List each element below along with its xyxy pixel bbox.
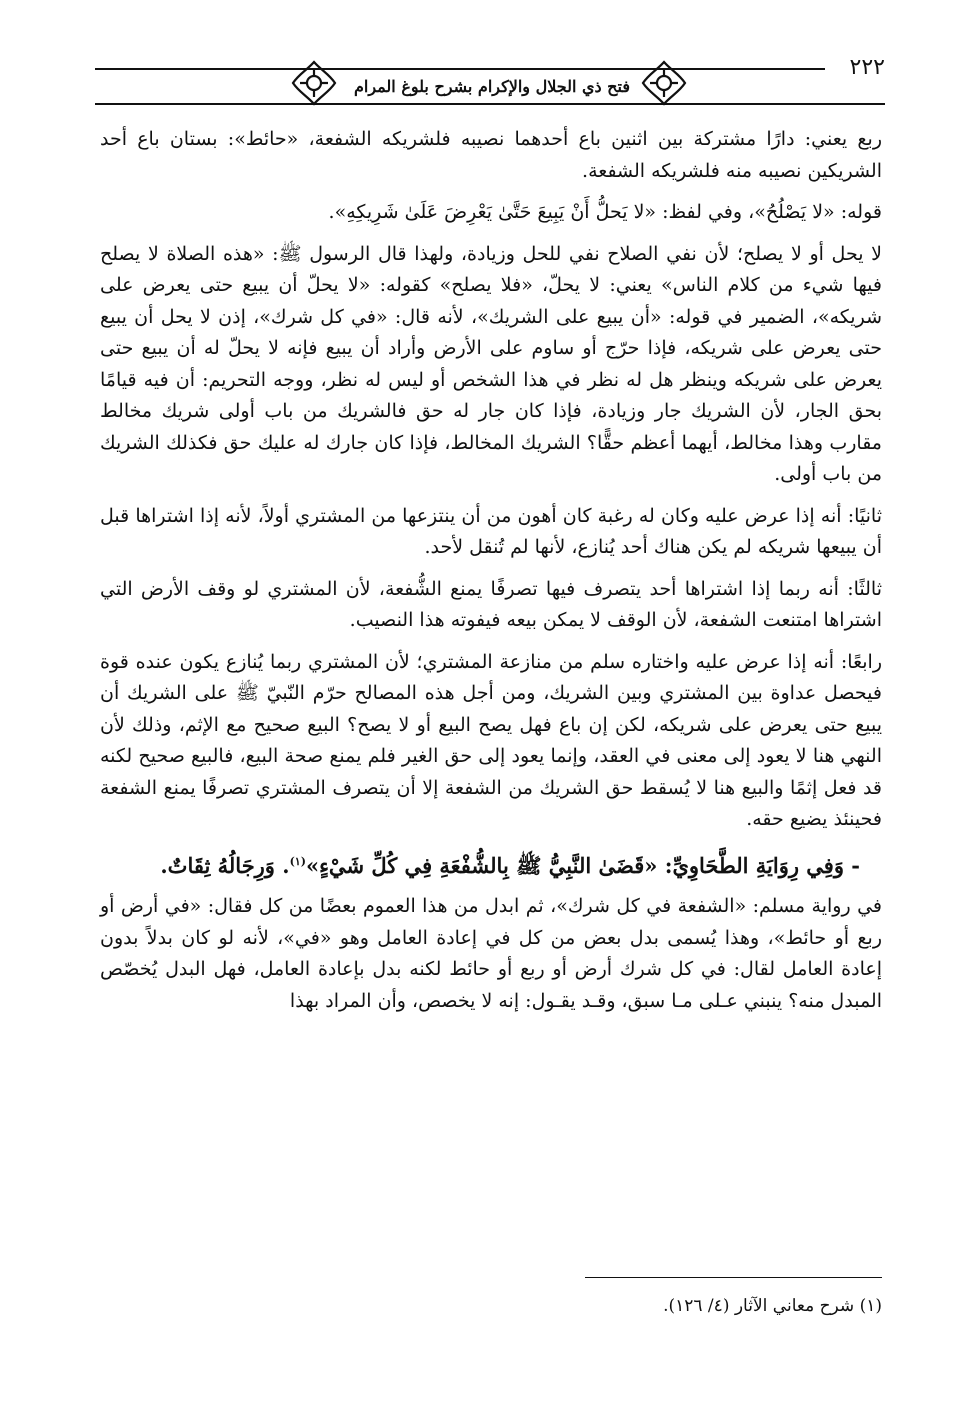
footnote: (١) شرح معاني الآثار (٤/ ١٢٦). (663, 1296, 882, 1316)
header-rule-bottom (95, 103, 885, 105)
header-rule-top (95, 68, 825, 70)
hadith-quote (100, 846, 882, 882)
footnote-reference[interactable]: (١) (289, 854, 306, 868)
paragraph: قوله: «لا يَصْلُحُ»، وفي لفظ: «لا يَحلُّ أَنْ يَبِيعَ حَتَّىٰ يَعْرِضَ عَلَىٰ شَرِيكِهِ». (328, 201, 882, 223)
ornament-left-icon (290, 59, 338, 107)
paragraph: في رواية مسلم: «الشفعة في كل شرك»، ثم ابدل من هذا العموم بعضًا من كل فقال: «في أرض أو ربع أو حائط»، وهذا يُسمى بدل بعض من كل في إعادة العامل وهو «في»، لأنه لو كان بدلاً بدون إعادة العامل لقال: في كل شرك أرض أو ربع أو حائط لكنه بدل بإعادة العامل، فهل البدل يُخصّص المبدل منه؟ ينبني عـلى مـا سبق، وقـد يقـول: إنه لا يخصص، وأن المراد بهذا (100, 895, 882, 1012)
book-title: فتح ذي الجلال والإكرام بشرح بلوغ المرام (354, 77, 630, 96)
hadith-grading: . وَرِجَالُهُ ثِقَاتٌ. (160, 852, 290, 878)
paragraph: ثانيًا: أنه إذا عرض عليه وكان له رغبة كان أهون من أن ينتزعها من المشتري أولاً، لأنه إذا اشتراها قبل أن يبيعها شريكه لم يكن هناك أحد يُنازع، لأنها لم تُنقل لأحد. (100, 504, 882, 558)
paragraph: ربع يعني: دارًا مشتركة بين اثنين باع أحدهما نصيبه فلشريكه الشفعة، «حائط»: بستان باع أحد الشريكين نصيبه منه فلشريكه الشفعة. (100, 128, 882, 182)
paragraph: رابعًا: أنه إذا عرض عليه واختاره سلم من منازعة المشتري؛ لأن المشتري ربما يُنازع يكون عنده قوة فيحصل عداوة بين المشتري وبين الشريك، ومن أجل هذه المصالح حرّم النّبيّ ﷺ على الشريك أن يبيع حتى يعرض على شريكه، لكن إن باع فهل يصح البيع أو لا يصح؟ البيع صحيح مع الإثم، وذلك لأن النهي هنا لا يعود إلى معنى في العقد، وإنما يعود إلى حق الغير فلم يمنع صحة البيع، فالبيع صحيح لكنه قد فعل إثمًا والبيع هنا لا يُسقط حق الشريك من الشفعة إلا أن يتصرف المشتري تصرفًا يمنع الشفعة فحينئذ يضيع حقه. (100, 650, 882, 830)
hadith-text: - وَفِي رِوَايَةِ الطَّحَاوِيِّ: «قَضَىٰ النَّبِيُّ ﷺ بِالشُّفْعَةِ فِي كُلِّ شَيْءٍ» (305, 852, 860, 878)
running-header (95, 55, 885, 115)
page-number: ٢٢٢ (849, 55, 885, 80)
ornament-right-icon (640, 59, 688, 107)
main-text (100, 124, 882, 1027)
paragraph: لا يحل أو لا يصلح؛ لأن نفي الصلاح نفي للحل وزيادة، ولهذا قال الرسول ﷺ: «هذه الصلاة لا يصلح فيها شيء من كلام الناس» يعني: لا يحلّ، «فلا يصلح» كقوله: «لا يحلّ أن يبيع حتى يعرض على شريكه»، الضمير في قوله: «أن يبيع على الشريك»، لأنه قال: «في كل شرك»، إذن لا يحل أن يبيع حتى يعرض على شريكه، فإذا حرّج أو ساوم على الأرض وأراد أن يبيع فإنه لا يحلّ له أن يبيع حتى يعرض على شريكه وينظر هل له نظر في هذا الشخص أو ليس له نظر، ووجه التحريم: أن فيه قيامًا بحق الجار، لأن الشريك جار وزيادة، فإذا كان جار له حق فالشريك من باب أولى شريك مخالط مقارب وهذا مخالط، أيهما أعظم حقًّا؟ الشريك المخالط، فإذا كان جارك له عليك حق فكذلك الشريك من باب أولى. (100, 242, 882, 485)
paragraph: ثالثًا: أنه ربما إذا اشتراها أحد يتصرف فيها تصرفًا يمنع الشُّفعة، لأن المشتري لو وقف الأرض التي اشتراها امتنعت الشفعة، لأن الوقف لا يمكن بيعه فيفوته هذا النصيب. (100, 577, 882, 631)
footnote-divider (585, 1277, 882, 1278)
